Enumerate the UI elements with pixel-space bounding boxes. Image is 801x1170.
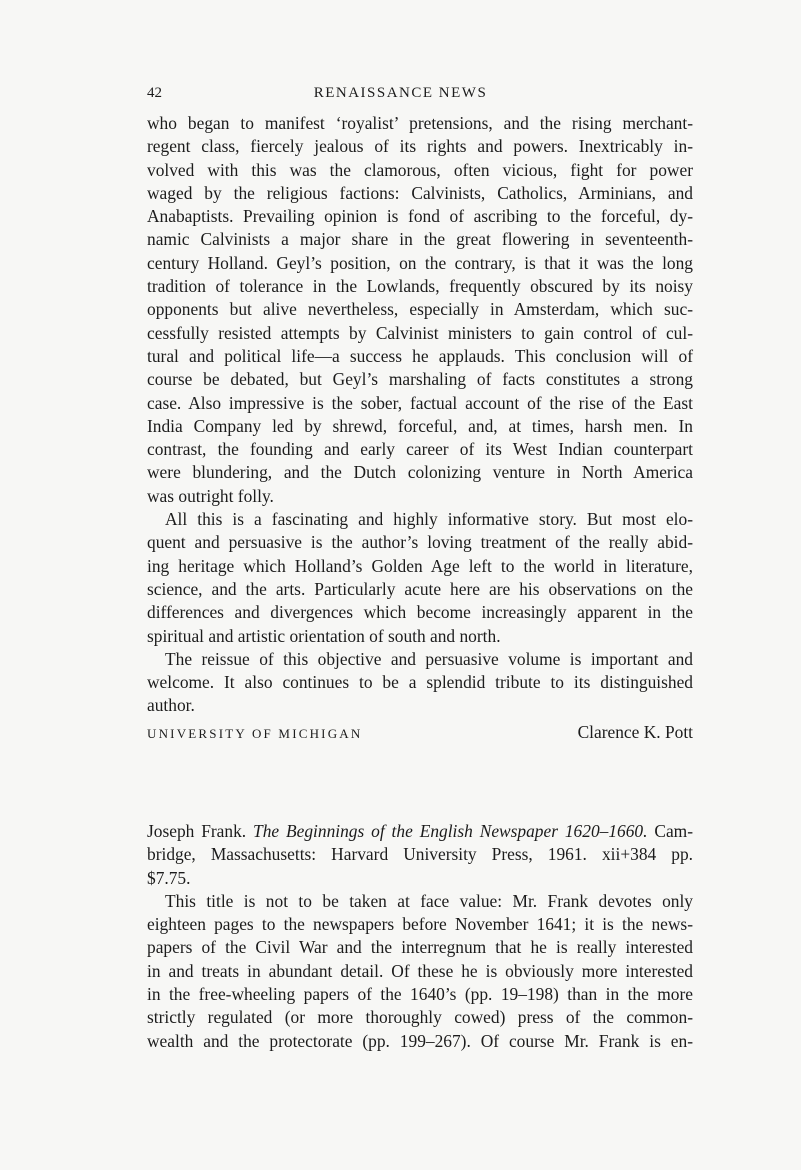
text-line: contrast, the founding and early career of its West Indian counterpart <box>147 439 693 460</box>
text-line: was outright folly. <box>147 485 274 506</box>
text-line: This title is not to be taken at face value: Mr. Frank devotes only <box>165 890 693 911</box>
book-author: Joseph Frank. <box>147 821 247 841</box>
book-title: The Beginnings of the English Newspaper 1620–1660. <box>253 821 648 841</box>
text-line: regent class, fiercely jealous of its rights and powers. Inextricably in- <box>147 136 693 157</box>
citation-line: bridge, Massachusetts: Harvard University Press, 1961. xii+384 pp. <box>147 844 693 865</box>
citation-price: $7.75. <box>147 867 191 888</box>
running-title: RENAISSANCE NEWS <box>313 85 488 101</box>
text-line: course be debated, but Geyl’s marshaling of facts constitutes a strong <box>147 369 693 390</box>
text-line: papers of the Civil War and the interregnum that he is really interested <box>147 937 693 958</box>
text-line: wealth and the protectorate (pp. 199–267). Of course Mr. Frank is en- <box>147 1030 693 1051</box>
text-line: in and treats in abundant detail. Of these he is obviously more interested <box>147 960 693 981</box>
text-line: tradition of tolerance in the Lowlands, frequently obscured by its noisy <box>147 276 693 297</box>
text-line: case. Also impressive is the sober, factual account of the rise of the East <box>147 392 693 413</box>
text-line: spiritual and artistic orientation of south and north. <box>147 625 501 646</box>
text-line: volved with this was the clamorous, often vicious, fight for power <box>147 159 693 180</box>
text-line: waged by the religious factions: Calvinists, Catholics, Arminians, and <box>147 182 693 203</box>
text-line: differences and divergences which become increasingly apparent in the <box>147 602 693 623</box>
text-line: opponents but alive nevertheless, especially in Amsterdam, which suc- <box>147 299 693 320</box>
text-line: tural and political life—a success he applauds. This conclusion will of <box>147 345 693 366</box>
text-line: Anabaptists. Prevailing opinion is fond of ascribing to the forceful, dy- <box>147 206 693 227</box>
text-line: were blundering, and the Dutch colonizing venture in North America <box>147 462 693 483</box>
text-line: who began to manifest ‘royalist’ pretensions, and the rising merchant- <box>147 113 693 133</box>
text-line: strictly regulated (or more thoroughly cowed) press of the common- <box>147 1007 693 1028</box>
text-line: century Holland. Geyl’s position, on the contrary, is that it was the long <box>147 252 693 273</box>
text-line: All this is a fascinating and highly informative story. But most elo- <box>165 509 693 530</box>
first-review <box>147 112 693 746</box>
citation-line <box>147 820 693 843</box>
second-review <box>147 820 693 1053</box>
text-line: ing heritage which Holland’s Golden Age left to the world in literature, <box>147 555 693 576</box>
text-line: in the free-wheeling papers of the 1640’s (pp. 19–198) than in the more <box>147 984 693 1005</box>
page-number: 42 <box>147 85 162 101</box>
review-body <box>147 890 693 1053</box>
reviewer-name: Clarence K. Pott <box>577 721 693 742</box>
signature <box>147 720 693 746</box>
text-line: welcome. It also continues to be a splendid tribute to its distinguished <box>147 672 693 693</box>
text-line: India Company led by shrewd, forceful, and, at times, harsh men. In <box>147 415 693 436</box>
text-line: quent and persuasive is the author’s loving treatment of the really abid- <box>147 532 693 553</box>
text-line: cessfully resisted attempts by Calvinist ministers to gain control of cul- <box>147 322 693 343</box>
text-line: author. <box>147 695 195 716</box>
text-line: eighteen pages to the newspapers before November 1641; it is the news- <box>147 914 693 935</box>
citation-text: Cam- <box>654 821 693 841</box>
text-line: science, and the arts. Particularly acute here are his observations on the <box>147 578 693 599</box>
text-line: namic Calvinists a major share in the great flowering in seventeenth- <box>147 229 693 250</box>
text-line: The reissue of this objective and persuasive volume is important and <box>165 648 693 669</box>
review-body <box>147 112 693 718</box>
reviewer-institution: UNIVERSITY OF MICHIGAN <box>147 725 363 741</box>
